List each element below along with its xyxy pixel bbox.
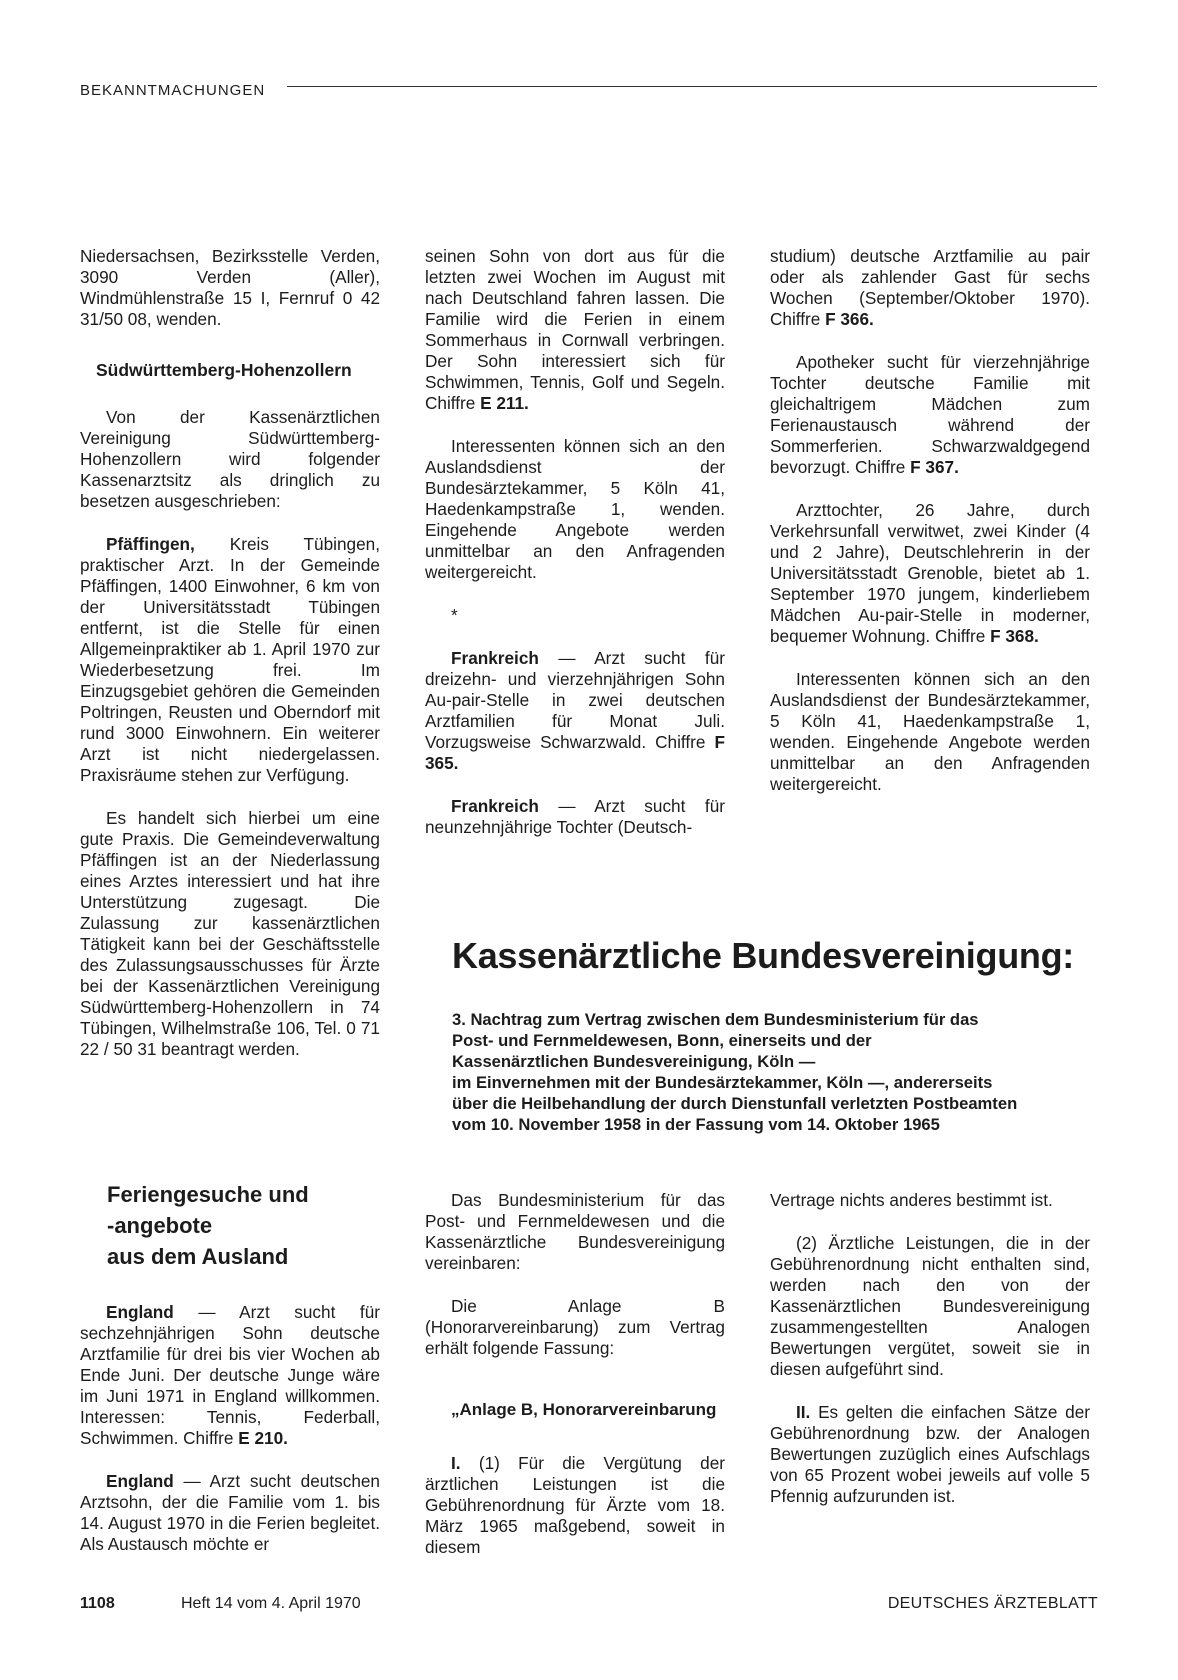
column-1-bottom bbox=[80, 1302, 380, 1555]
paragraph: Es handelt sich hierbei um eine gute Praxis. Die Gemeindeverwaltung Pfäffingen ist an der Niederlassung eines Arztes interessiert und hat ihre Unterstützung zugesagt. Die Zulassung zur kassenärztlichen Tätigkeit kann bei der Geschäftsstelle des Zulassungsausschusses für Ärzte bei der Kassenärztlichen Vereinigung Südwürttemberg-Hohenzollern in 74 Tübingen, Wilhelmstraße 106, Tel. 0 71 22 / 50 31 beantragt werden. bbox=[80, 808, 380, 1059]
paragraph-text: seinen Sohn von dort aus für die letzten zwei Wochen im August mit nach Deutschland fahren lassen. Die Familie wird die Ferien in einem Sommerhaus in Cornwall verbringen. Der Sohn interessiert sich für Schwimmen, Tennis, Golf und Segeln. Chiffre bbox=[425, 246, 725, 413]
paragraph: Interessenten können sich an den Auslandsdienst der Bundesärztekammer, 5 Köln 41, Haedenkampstraße 1, wenden. Eingehende Angebote werden unmittelbar an den Anfragenden weitergereicht. bbox=[425, 436, 725, 582]
paragraph-text: Apotheker sucht für vierzehnjährige Tochter deutsche Familie mit gleichaltrigem Mädchen zum Ferienaustausch während der Sommerferien. Schwarzwaldgegend bevorzugt. Chiffre bbox=[770, 352, 1090, 477]
section-heading: Südwürttemberg-Hohenzollern bbox=[96, 360, 352, 380]
paragraph: (2) Ärztliche Leistungen, die in der Gebührenordnung nicht enthalten sind, werden nach den von der Kassenärztlichen Bundesvereinigung zusammengestellten Analogen Bewertungen vergütet, soweit sie in diesen aufgeführt sind. bbox=[770, 1233, 1090, 1379]
paragraph bbox=[425, 796, 725, 838]
country-name: Frankreich bbox=[451, 796, 539, 816]
section-number: II. bbox=[796, 1402, 811, 1422]
chiffre-code: E 210. bbox=[238, 1428, 288, 1448]
paragraph: Niedersachsen, Bezirksstelle Verden, 3090 Verden (Aller), Windmühlenstraße 15 I, Fernruf 0 42 31/50 08, wenden. bbox=[80, 246, 380, 329]
subtitle-line: vom 10. November 1958 in der Fassung vom 14. Oktober 1965 bbox=[452, 1115, 940, 1134]
anlage-heading: „Anlage B, Honorarvereinbarung bbox=[451, 1400, 717, 1419]
paragraph-text: (1) Für die Vergütung der ärztlichen Leistungen ist die Gebührenordnung für Ärzte vom 18. März 1965 maßgebend, soweit in diesem bbox=[425, 1453, 725, 1557]
paragraph: Vertrage nichts anderes bestimmt ist. bbox=[770, 1190, 1053, 1210]
section-number: I. bbox=[451, 1453, 461, 1473]
journal-name: DEUTSCHES ÄRZTEBLATT bbox=[887, 1595, 1098, 1612]
paragraph-text: Arzttochter, 26 Jahre, durch Verkehrsunfall verwitwet, zwei Kinder (4 und 2 Jahre), Deutschlehrerin in der Universitätsstadt Grenoble, bietet ab 1. September 1970 jungem, kinderliebem Mädchen Au-pair-Stelle in moderner, bequemer Wohnung. Chiffre bbox=[770, 500, 1090, 646]
subtitle-line: über die Heilbehandlung der durch Dienstunfall verletzten Postbeamten bbox=[452, 1094, 1018, 1113]
heading-line: -angebote bbox=[107, 1213, 213, 1238]
paragraph bbox=[80, 534, 380, 786]
page-number: 1108 bbox=[80, 1595, 115, 1612]
subtitle-line: im Einvernehmen mit der Bundesärztekammer, Köln —, andererseits bbox=[452, 1073, 993, 1092]
feriengesuche-heading bbox=[107, 1179, 309, 1272]
place-name: Pfäffingen, bbox=[106, 534, 195, 554]
country-name: England bbox=[106, 1302, 174, 1322]
column-2-top bbox=[425, 246, 725, 838]
paragraph bbox=[80, 1471, 380, 1555]
column-2-bottom bbox=[425, 1190, 725, 1558]
country-name: England bbox=[106, 1471, 174, 1491]
header-rule bbox=[287, 86, 1097, 87]
chiffre-code: F 368. bbox=[990, 626, 1039, 646]
paragraph-text: Kreis Tübingen, praktischer Arzt. In der Gemeinde Pfäffingen, 1400 Einwohner, 6 km von der Universitätsstadt Tübingen entfernt, ist die Stelle für einen Allgemeinpraktiker ab 1. April 1970 zur Wiederbesetzung frei. Im Einzugsgebiet gehören die Gemeinden Poltringen, Reusten und Oberndorf mit rund 3000 Einwohnern. Ein weiterer Arzt ist nicht niedergelassen. Praxisräume stehen zur Verfügung. bbox=[80, 534, 380, 785]
kbv-subtitle bbox=[452, 1009, 1097, 1135]
paragraph: Das Bundesministerium für das Post- und Fernmeldewesen und die Kassenärztliche Bundesvereinigung vereinbaren: bbox=[425, 1190, 725, 1273]
heading-line: aus dem Ausland bbox=[107, 1244, 289, 1269]
paragraph-text: — Arzt sucht für dreizehn- und vierzehnjährigen Sohn Au-pair-Stelle in zwei deutschen Arztfamilien für Monat Juli. Vorzugsweise Schwarzwald. Chiffre bbox=[425, 648, 725, 752]
subtitle-line: Kassenärztlichen Bundesvereinigung, Köln — bbox=[452, 1052, 816, 1071]
chiffre-code: F 365. bbox=[425, 732, 725, 773]
chiffre-code: F 366. bbox=[825, 309, 874, 329]
paragraph-text: — Arzt sucht für neunzehnjährige Tochter (Deutsch- bbox=[425, 796, 725, 837]
subtitle-line: Post- und Fernmeldewesen, Bonn, einerseits und der bbox=[452, 1031, 872, 1050]
column-1-top bbox=[80, 246, 380, 1060]
paragraph: Von der Kassenärztlichen Vereinigung Südwürttemberg-Hohenzollern wird folgender Kassenarztsitz als dringlich zu besetzen ausgeschrieben: bbox=[80, 407, 380, 511]
subtitle-line: 3. Nachtrag zum Vertrag zwischen dem Bundesministerium für das bbox=[452, 1010, 979, 1029]
kbv-title: Kassenärztliche Bundesvereinigung: bbox=[452, 935, 1074, 976]
separator-star: * bbox=[451, 605, 458, 625]
paragraph-text: studium) deutsche Arztfamilie au pair oder als zahlender Gast für sechs Wochen (September/Oktober 1970). Chiffre bbox=[770, 246, 1090, 329]
paragraph: Interessenten können sich an den Auslandsdienst der Bundesärztekammer, 5 Köln 41, Haedenkampstraße 1, wenden. Eingehende Angebote werden unmittelbar an den Anfragenden weitergereicht. bbox=[770, 669, 1090, 794]
paragraph-text: — Arzt sucht für sechzehnjährigen Sohn deutsche Arztfamilie für drei bis vier Wochen ab Ende Juni. Der deutsche Junge wäre im Juni 1971 in England willkommen. Interessen: Tennis, Federball, Schwimmen. Chiffre bbox=[80, 1302, 380, 1448]
column-3-bottom bbox=[770, 1190, 1090, 1507]
chiffre-code: F 367. bbox=[910, 457, 959, 477]
country-name: Frankreich bbox=[451, 648, 539, 668]
paragraph bbox=[770, 246, 1090, 330]
paragraph bbox=[80, 1302, 380, 1449]
paragraph bbox=[770, 500, 1090, 647]
paragraph: Die Anlage B (Honorarvereinbarung) zum Vertrag erhält folgende Fassung: bbox=[425, 1296, 725, 1358]
section-label: BEKANNTMACHUNGEN bbox=[80, 82, 266, 99]
heading-line: Feriengesuche und bbox=[107, 1182, 309, 1207]
paragraph-text: — Arzt sucht deutschen Arztsohn, der die Familie vom 1. bis 14. August 1970 in die Ferien begleitet. Als Austausch möchte er bbox=[80, 1471, 380, 1554]
paragraph-text: Es gelten die einfachen Sätze der Gebührenordnung bzw. der Analogen Bewertungen zuzüglich eines Aufschlags von 65 Prozent wobei jeweils auf volle 5 Pfennig aufzurunden ist. bbox=[770, 1402, 1090, 1506]
chiffre-code: E 211. bbox=[480, 393, 529, 413]
paragraph bbox=[770, 352, 1090, 478]
column-3-top bbox=[770, 246, 1090, 795]
paragraph bbox=[770, 1402, 1090, 1507]
paragraph bbox=[425, 246, 725, 414]
issue-info: Heft 14 vom 4. April 1970 bbox=[181, 1595, 361, 1612]
paragraph bbox=[425, 648, 725, 774]
paragraph bbox=[425, 1453, 725, 1558]
